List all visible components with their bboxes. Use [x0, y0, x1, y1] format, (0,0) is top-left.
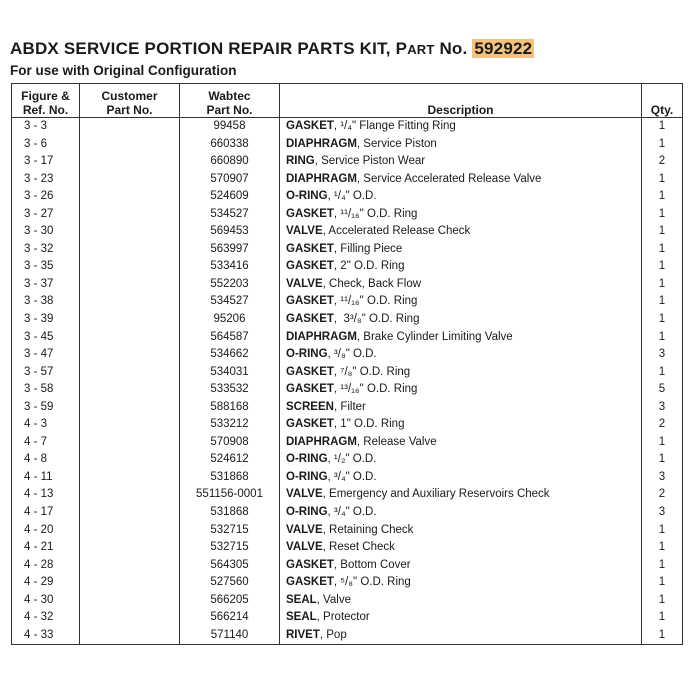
figure-ref-cell: 3 - 58	[12, 381, 80, 399]
part-detail: , ¹¹/₁₆" O.D. Ring	[333, 295, 418, 308]
figure-ref-cell: 3 - 26	[12, 188, 80, 206]
table-row	[12, 346, 683, 364]
qty-cell: 1	[642, 557, 683, 575]
part-detail: , Filling Piece	[333, 242, 403, 255]
table-row	[12, 329, 683, 347]
description-cell	[280, 469, 642, 487]
wabtec-part-cell: 534662	[180, 346, 280, 364]
part-name: VALVE	[286, 225, 323, 238]
part-name: DIAPHRAGM	[286, 435, 357, 448]
customer-part-cell	[80, 557, 180, 575]
header-customer-line1: Customer	[101, 89, 158, 103]
part-name: GASKET	[286, 260, 334, 273]
part-name: DIAPHRAGM	[286, 330, 357, 343]
wabtec-part-cell: 524612	[180, 451, 280, 469]
table-row	[12, 223, 683, 241]
parts-table	[11, 83, 683, 645]
part-detail: , 1" O.D. Ring	[333, 418, 405, 431]
figure-ref-cell: 4 - 20	[12, 522, 80, 540]
customer-part-cell	[80, 364, 180, 382]
part-detail: , ⁷/₈" O.D. Ring	[333, 365, 411, 378]
part-name: O-RING	[286, 190, 328, 203]
part-name: O-RING	[286, 506, 328, 519]
part-name: SEAL	[286, 593, 317, 606]
customer-part-cell	[80, 434, 180, 452]
qty-cell: 5	[642, 381, 683, 399]
part-name: GASKET	[286, 313, 334, 326]
wabtec-part-cell: 570908	[180, 434, 280, 452]
figure-ref-cell: 4 - 21	[12, 539, 80, 557]
table-row	[12, 399, 683, 417]
description-cell	[280, 311, 642, 329]
figure-ref-cell: 4 - 29	[12, 574, 80, 592]
customer-part-cell	[80, 276, 180, 294]
wabtec-part-cell: 564305	[180, 557, 280, 575]
qty-cell: 1	[642, 188, 683, 206]
header-figure	[12, 84, 80, 118]
header-qty: Qty.	[642, 84, 683, 118]
customer-part-cell	[80, 592, 180, 610]
figure-ref-cell: 3 - 45	[12, 329, 80, 347]
part-name: VALVE	[286, 277, 323, 290]
part-name: O-RING	[286, 470, 328, 483]
description-cell	[280, 486, 642, 504]
qty-cell: 1	[642, 276, 683, 294]
figure-ref-cell: 4 - 3	[12, 416, 80, 434]
part-detail: , Protector	[316, 611, 370, 624]
description-cell	[280, 399, 642, 417]
part-name: DIAPHRAGM	[286, 137, 357, 150]
qty-cell: 1	[642, 434, 683, 452]
description-cell	[280, 153, 642, 171]
table-row	[12, 171, 683, 189]
figure-ref-cell: 4 - 11	[12, 469, 80, 487]
part-name: GASKET	[286, 120, 334, 132]
part-detail: , ³/₄" O.D.	[327, 470, 377, 483]
wabtec-part-cell: 95206	[180, 311, 280, 329]
part-name: GASKET	[286, 365, 334, 378]
description-cell	[280, 522, 642, 540]
description-cell	[280, 504, 642, 522]
customer-part-cell	[80, 329, 180, 347]
part-detail: , Retaining Check	[322, 523, 414, 536]
qty-cell: 1	[642, 574, 683, 592]
description-cell	[280, 206, 642, 224]
figure-ref-cell: 3 - 35	[12, 258, 80, 276]
wabtec-part-cell: 532715	[180, 539, 280, 557]
part-detail: , Service Piston Wear	[314, 155, 426, 168]
description-cell	[280, 416, 642, 434]
part-number-highlight: 592922	[474, 39, 533, 58]
qty-cell: 1	[642, 171, 683, 189]
table-row	[12, 486, 683, 504]
figure-ref-cell: 3 - 23	[12, 171, 80, 189]
part-detail: , Service Piston	[356, 137, 437, 150]
customer-part-cell	[80, 574, 180, 592]
qty-cell: 3	[642, 504, 683, 522]
table-row	[12, 434, 683, 452]
part-name: GASKET	[286, 242, 334, 255]
header-description: Description	[280, 84, 642, 118]
figure-ref-cell: 3 - 3	[12, 118, 80, 136]
description-cell	[280, 364, 642, 382]
table-row	[12, 451, 683, 469]
wabtec-part-cell: 531868	[180, 469, 280, 487]
table-row	[12, 293, 683, 311]
part-detail: , Accelerated Release Check	[322, 225, 471, 238]
part-detail: , ⁵/₈" O.D. Ring	[333, 576, 411, 589]
qty-cell: 1	[642, 451, 683, 469]
figure-ref-cell: 3 - 30	[12, 223, 80, 241]
wabtec-part-cell: 588168	[180, 399, 280, 417]
part-detail: , ³/₄" O.D.	[327, 506, 377, 519]
figure-ref-cell: 4 - 13	[12, 486, 80, 504]
part-detail: , ¹³/₁₆" O.D. Ring	[333, 383, 418, 396]
figure-ref-cell: 3 - 32	[12, 241, 80, 259]
qty-cell: 2	[642, 153, 683, 171]
header-wabtec	[180, 84, 280, 118]
figure-ref-cell: 4 - 8	[12, 451, 80, 469]
part-name: RIVET	[286, 628, 320, 641]
table-row	[12, 504, 683, 522]
header-customer-line2: Part No.	[106, 103, 153, 117]
description-cell	[280, 592, 642, 610]
customer-part-cell	[80, 153, 180, 171]
table-row	[12, 574, 683, 592]
wabtec-part-cell: 99458	[180, 118, 280, 136]
wabtec-part-cell: 533212	[180, 416, 280, 434]
part-detail: , Check, Back Flow	[322, 277, 422, 290]
qty-cell: 1	[642, 627, 683, 645]
table-row	[12, 416, 683, 434]
qty-cell: 1	[642, 206, 683, 224]
part-name: VALVE	[286, 523, 323, 536]
wabtec-part-cell: 527560	[180, 574, 280, 592]
part-name: GASKET	[286, 576, 334, 589]
figure-ref-cell: 3 - 27	[12, 206, 80, 224]
qty-cell: 3	[642, 346, 683, 364]
figure-ref-cell: 3 - 39	[12, 311, 80, 329]
table-row	[12, 592, 683, 610]
title-part-no-label: No.	[434, 39, 473, 58]
title-part-prefix-cap: P	[395, 39, 408, 58]
customer-part-cell	[80, 188, 180, 206]
description-cell	[280, 627, 642, 645]
part-name: DIAPHRAGM	[286, 172, 357, 185]
part-detail: , Valve	[316, 593, 351, 606]
table-header-row	[12, 84, 683, 118]
customer-part-cell	[80, 206, 180, 224]
wabtec-part-cell: 660890	[180, 153, 280, 171]
part-detail: , Emergency and Auxiliary Reservoirs Check	[322, 488, 550, 501]
part-detail: , ¹/₄" O.D.	[327, 190, 377, 203]
part-name: O-RING	[286, 348, 328, 361]
wabtec-part-cell: 534527	[180, 206, 280, 224]
table-row	[12, 258, 683, 276]
customer-part-cell	[80, 522, 180, 540]
wabtec-part-cell: 660338	[180, 136, 280, 154]
qty-cell: 2	[642, 416, 683, 434]
part-detail: , ³/₈" O.D.	[327, 348, 377, 361]
description-cell	[280, 241, 642, 259]
customer-part-cell	[80, 311, 180, 329]
customer-part-cell	[80, 486, 180, 504]
part-detail: , Service Accelerated Release Valve	[356, 172, 542, 185]
description-cell	[280, 329, 642, 347]
description-cell	[280, 539, 642, 557]
part-name: GASKET	[286, 207, 334, 220]
wabtec-part-cell: 569453	[180, 223, 280, 241]
part-detail: , 3³/₈" O.D. Ring	[333, 313, 420, 326]
header-figure-line2: Ref. No.	[22, 103, 69, 117]
description-cell	[280, 223, 642, 241]
qty-cell: 1	[642, 118, 683, 136]
figure-ref-cell: 4 - 30	[12, 592, 80, 610]
description-cell	[280, 451, 642, 469]
page-title	[10, 39, 534, 59]
customer-part-cell	[80, 504, 180, 522]
wabtec-part-cell: 571140	[180, 627, 280, 645]
figure-ref-cell: 3 - 38	[12, 293, 80, 311]
qty-cell: 1	[642, 293, 683, 311]
customer-part-cell	[80, 451, 180, 469]
wabtec-part-cell: 524609	[180, 188, 280, 206]
header-figure-line1: Figure &	[21, 89, 70, 103]
part-name: GASKET	[286, 418, 334, 431]
table-row	[12, 609, 683, 627]
figure-ref-cell: 4 - 32	[12, 609, 80, 627]
customer-part-cell	[80, 609, 180, 627]
table-row	[12, 241, 683, 259]
wabtec-part-cell: 551156-0001	[180, 486, 280, 504]
description-cell	[280, 434, 642, 452]
figure-ref-cell: 3 - 6	[12, 136, 80, 154]
qty-cell: 1	[642, 539, 683, 557]
customer-part-cell	[80, 171, 180, 189]
header-wabtec-line2: Part No.	[206, 103, 253, 117]
part-name: RING	[286, 155, 315, 168]
qty-cell: 1	[642, 311, 683, 329]
description-cell	[280, 258, 642, 276]
wabtec-part-cell: 566205	[180, 592, 280, 610]
qty-cell: 3	[642, 469, 683, 487]
part-name: SCREEN	[286, 400, 334, 413]
description-cell	[280, 188, 642, 206]
description-cell	[280, 346, 642, 364]
table-row	[12, 627, 683, 645]
part-name: O-RING	[286, 453, 328, 466]
figure-ref-cell: 4 - 28	[12, 557, 80, 575]
figure-ref-cell: 3 - 37	[12, 276, 80, 294]
table-row	[12, 188, 683, 206]
description-cell	[280, 557, 642, 575]
table-row	[12, 557, 683, 575]
wabtec-part-cell: 534527	[180, 293, 280, 311]
part-name: SEAL	[286, 611, 317, 624]
part-name: GASKET	[286, 383, 334, 396]
part-detail: , ¹¹/₁₆" O.D. Ring	[333, 207, 418, 220]
table-row	[12, 469, 683, 487]
part-detail: , ¹/₂" O.D.	[327, 453, 377, 466]
header-wabtec-line1: Wabtec	[208, 89, 251, 103]
wabtec-part-cell: 570907	[180, 171, 280, 189]
table-row	[12, 276, 683, 294]
table-row	[12, 153, 683, 171]
wabtec-part-cell: 566214	[180, 609, 280, 627]
qty-cell: 3	[642, 399, 683, 417]
wabtec-part-cell: 534031	[180, 364, 280, 382]
customer-part-cell	[80, 241, 180, 259]
customer-part-cell	[80, 381, 180, 399]
customer-part-cell	[80, 627, 180, 645]
customer-part-cell	[80, 346, 180, 364]
figure-ref-cell: 3 - 17	[12, 153, 80, 171]
table-row	[12, 118, 683, 136]
description-cell	[280, 171, 642, 189]
customer-part-cell	[80, 136, 180, 154]
qty-cell: 1	[642, 609, 683, 627]
figure-ref-cell: 4 - 17	[12, 504, 80, 522]
qty-cell: 1	[642, 329, 683, 347]
part-detail: , Reset Check	[322, 541, 395, 554]
part-detail: , Filter	[333, 400, 366, 413]
part-name: VALVE	[286, 541, 323, 554]
customer-part-cell	[80, 399, 180, 417]
description-cell	[280, 381, 642, 399]
header-customer	[80, 84, 180, 118]
qty-cell: 1	[642, 258, 683, 276]
description-cell	[280, 293, 642, 311]
part-detail: , Bottom Cover	[333, 558, 411, 571]
description-cell	[280, 118, 642, 136]
part-detail: , Release Valve	[356, 435, 437, 448]
table-row	[12, 539, 683, 557]
part-name: GASKET	[286, 558, 334, 571]
figure-ref-cell: 4 - 33	[12, 627, 80, 645]
wabtec-part-cell: 532715	[180, 522, 280, 540]
figure-ref-cell: 3 - 57	[12, 364, 80, 382]
part-detail: , Pop	[319, 628, 347, 641]
customer-part-cell	[80, 416, 180, 434]
description-cell	[280, 609, 642, 627]
customer-part-cell	[80, 293, 180, 311]
title-main: ABDX SERVICE PORTION REPAIR PARTS KIT,	[10, 39, 396, 58]
qty-cell: 1	[642, 136, 683, 154]
table-row	[12, 364, 683, 382]
part-detail: , ¹/₄" Flange Fitting Ring	[333, 120, 456, 132]
wabtec-part-cell: 533416	[180, 258, 280, 276]
qty-cell: 1	[642, 241, 683, 259]
qty-cell: 1	[642, 364, 683, 382]
table-row	[12, 522, 683, 540]
qty-cell: 1	[642, 522, 683, 540]
part-detail: , 2" O.D. Ring	[333, 260, 405, 273]
wabtec-part-cell: 533532	[180, 381, 280, 399]
customer-part-cell	[80, 469, 180, 487]
description-cell	[280, 136, 642, 154]
page-subtitle: For use with Original Configuration	[10, 63, 237, 78]
wabtec-part-cell: 563997	[180, 241, 280, 259]
part-name: VALVE	[286, 488, 323, 501]
part-detail: , Brake Cylinder Limiting Valve	[356, 330, 513, 343]
description-cell	[280, 276, 642, 294]
part-name: GASKET	[286, 295, 334, 308]
description-cell	[280, 574, 642, 592]
wabtec-part-cell: 531868	[180, 504, 280, 522]
qty-cell: 1	[642, 592, 683, 610]
table-row	[12, 381, 683, 399]
figure-ref-cell: 3 - 59	[12, 399, 80, 417]
title-part-prefix-small: ART	[407, 42, 435, 57]
table-row	[12, 206, 683, 224]
wabtec-part-cell: 552203	[180, 276, 280, 294]
qty-cell: 2	[642, 486, 683, 504]
table-row	[12, 136, 683, 154]
wabtec-part-cell: 564587	[180, 329, 280, 347]
table-row	[12, 311, 683, 329]
figure-ref-cell: 4 - 7	[12, 434, 80, 452]
customer-part-cell	[80, 258, 180, 276]
figure-ref-cell: 3 - 47	[12, 346, 80, 364]
qty-cell: 1	[642, 223, 683, 241]
customer-part-cell	[80, 223, 180, 241]
customer-part-cell	[80, 539, 180, 557]
customer-part-cell	[80, 118, 180, 136]
